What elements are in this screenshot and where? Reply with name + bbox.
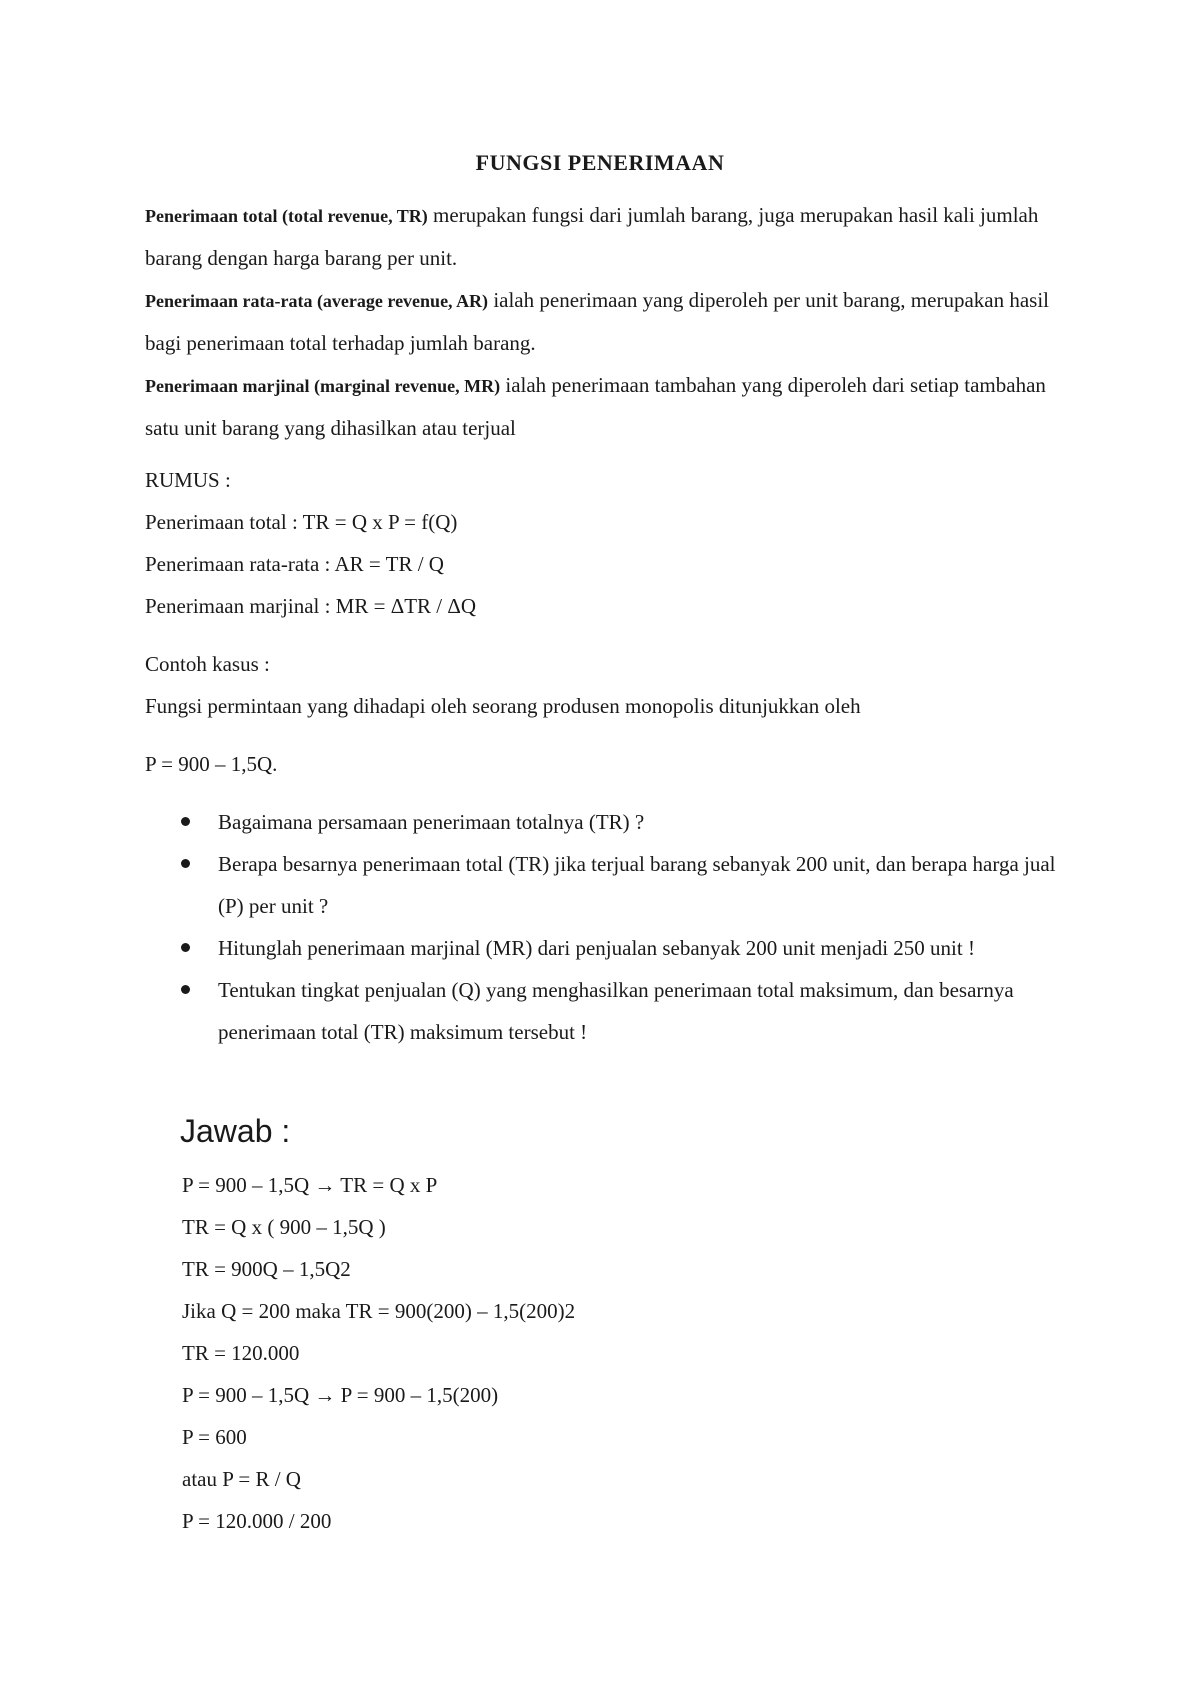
- list-item: [145, 801, 1065, 843]
- answer-line: P = 600: [182, 1425, 247, 1449]
- bullet-icon: [181, 943, 190, 952]
- definition-term: Penerimaan total (total revenue, TR): [145, 206, 428, 226]
- definition-text: ialah penerimaan yang diperoleh per unit barang, merupakan hasil bagi penerimaan total terhadap jumlah barang.: [145, 288, 1050, 355]
- answer-line: P = 900 – 1,5Q → P = 900 – 1,5(200): [182, 1383, 499, 1407]
- formula-line: Penerimaan total : TR = Q x P = f(Q): [145, 510, 458, 534]
- answer-line: atau P = R / Q: [182, 1467, 301, 1491]
- formula-heading: RUMUS :: [145, 468, 231, 492]
- bullet-icon: [181, 859, 190, 868]
- example-section: [145, 643, 1065, 785]
- answer-line: P = 120.000 / 200: [182, 1509, 332, 1533]
- example-heading: Contoh kasus :: [145, 652, 270, 676]
- answer-line: TR = 120.000: [182, 1341, 300, 1365]
- answer-heading: Jawab :: [180, 1113, 291, 1149]
- bullet-icon: [181, 817, 190, 826]
- formula-line: Penerimaan rata-rata : AR = TR / Q: [145, 552, 444, 576]
- definition-term: Penerimaan rata-rata (average revenue, AR): [145, 291, 489, 311]
- answer-line: TR = 900Q – 1,5Q2: [182, 1257, 351, 1281]
- answer-line: TR = Q x ( 900 – 1,5Q ): [182, 1215, 386, 1239]
- formula-line: Penerimaan marjinal : MR = ΔTR / ΔQ: [145, 594, 477, 618]
- definition-term: Penerimaan marjinal (marginal revenue, MR): [145, 376, 501, 396]
- example-intro: Fungsi permintaan yang dihadapi oleh seorang produsen monopolis ditunjukkan oleh: [145, 694, 861, 718]
- formula-section: [145, 459, 1065, 627]
- page-title: FUNGSI PENERIMAAN: [475, 150, 725, 175]
- answer-line: Jika Q = 200 maka TR = 900(200) – 1,5(200)2: [182, 1299, 576, 1323]
- question-text: Bagaimana persamaan penerimaan totalnya (TR) ?: [218, 810, 645, 834]
- bullet-icon: [181, 985, 190, 994]
- answer-section: [182, 1164, 1062, 1542]
- question-text: Berapa besarnya penerimaan total (TR) jika terjual barang sebanyak 200 unit, dan berapa harga jual (P) per unit ?: [218, 852, 1056, 918]
- definitions-section: [145, 194, 1065, 449]
- definition-average-revenue: [145, 279, 1065, 364]
- list-item: [145, 843, 1065, 927]
- demand-function: P = 900 – 1,5Q.: [145, 752, 278, 776]
- definition-marginal-revenue: [145, 364, 1065, 449]
- question-list: [145, 801, 1065, 1053]
- list-item: [145, 969, 1065, 1053]
- question-text: Tentukan tingkat penjualan (Q) yang menghasilkan penerimaan total maksimum, dan besarnya penerimaan total (TR) maksimum tersebut !: [218, 978, 1014, 1044]
- list-item: [145, 927, 1065, 969]
- definition-text: merupakan fungsi dari jumlah barang, juga merupakan hasil kali jumlah barang dengan harga barang per unit.: [145, 203, 1039, 270]
- definition-total-revenue: [145, 194, 1065, 279]
- answer-line: P = 900 – 1,5Q → TR = Q x P: [182, 1173, 438, 1197]
- question-text: Hitunglah penerimaan marjinal (MR) dari penjualan sebanyak 200 unit menjadi 250 unit !: [218, 936, 975, 960]
- definition-text: ialah penerimaan tambahan yang diperoleh dari setiap tambahan satu unit barang yang dihasilkan atau terjual: [145, 373, 1046, 440]
